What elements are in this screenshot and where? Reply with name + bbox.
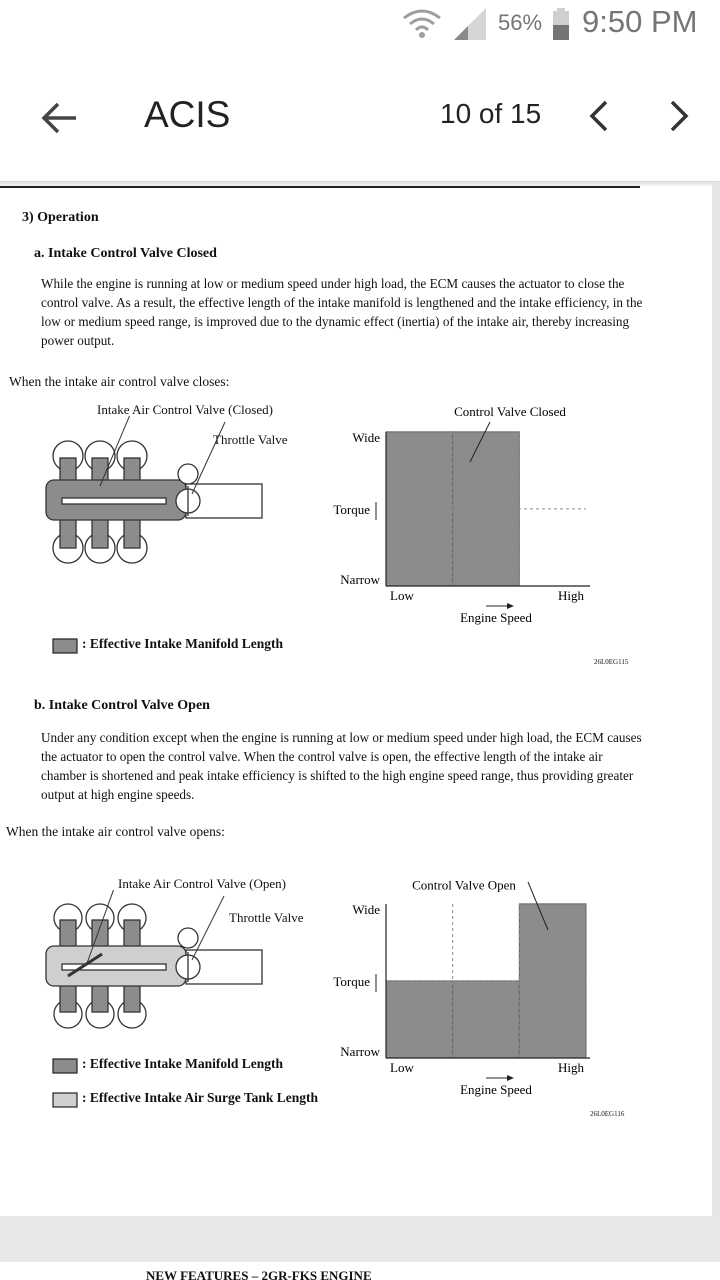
header-rule	[0, 186, 640, 188]
cell-signal-icon	[452, 8, 488, 40]
chevron-left-icon[interactable]	[580, 92, 620, 140]
y-tick-label: Narrow	[340, 1044, 380, 1059]
back-arrow-icon[interactable]	[38, 96, 82, 140]
torque-chart-open	[310, 874, 610, 1114]
label-throttle-closed: Throttle Valve	[213, 432, 288, 447]
document-page	[0, 186, 712, 1216]
document-title: ACIS	[144, 94, 231, 135]
status-bar	[0, 0, 720, 48]
closed-heading: a. Intake Control Valve Closed	[34, 246, 217, 261]
page-edge	[712, 182, 720, 1222]
chart-bar	[453, 981, 520, 1058]
closed-paragraph: While the engine is running at low or medium speed under high load, the ECM causes the actuator to close the control valve. As a result, the effective length of the intake manifold is lengthened and the intake efficiency, in the low or medium speed range, is improved due to the dynamic effect (inertia) of the intake air, thereby increasing power output.	[41, 276, 643, 348]
engine-diagram-closed	[40, 416, 270, 586]
x-tick-label: Low	[390, 1060, 414, 1075]
page-indicator: 10 of 15	[440, 98, 542, 129]
battery-percent: 56%	[498, 10, 543, 35]
torque-chart-closed	[310, 402, 610, 642]
legend-manifold-open: : Effective Intake Manifold Length	[82, 1056, 283, 1071]
x-tick-label: High	[558, 588, 584, 603]
y-tick-label: Narrow	[340, 572, 380, 587]
open-heading: b. Intake Control Valve Open	[34, 698, 210, 713]
figure-code-115: 26L0EG115	[594, 658, 629, 666]
closed-intro: When the intake air control valve closes:	[9, 374, 230, 389]
x-axis-label: Engine Speed	[460, 610, 532, 625]
chart-bar	[453, 432, 520, 586]
legend-surge-tank: : Effective Intake Air Surge Tank Length	[82, 1090, 319, 1105]
figure-code-116: 26L0EG116	[590, 1110, 625, 1118]
right-arrowhead-icon	[507, 1075, 514, 1081]
open-paragraph: Under any condition except when the engine is running at low or medium speed under high load, the ECM causes the actuator to open the control valve. When the control valve is open, the effective length of the intake air chamber is shortened and peak intake efficiency is shifted to the high engine speed range, thus providing greater output at high engine speeds.	[41, 730, 642, 802]
x-axis-label: Engine Speed	[460, 1082, 532, 1097]
battery-icon	[552, 8, 570, 40]
app-bar	[0, 48, 720, 182]
next-page-preview	[0, 1262, 720, 1280]
x-tick-label: High	[558, 1060, 584, 1075]
y-tick-label: Wide	[352, 902, 380, 917]
x-tick-label: Low	[390, 588, 414, 603]
chart-title: Control Valve Open	[412, 877, 516, 893]
legend-swatch-manifold-open	[52, 1058, 78, 1074]
label-throttle-open: Throttle Valve	[229, 910, 304, 925]
legend-manifold-closed: : Effective Intake Manifold Length	[82, 636, 283, 651]
label-valve-closed: Intake Air Control Valve (Closed)	[97, 402, 273, 417]
page-gap	[0, 1216, 720, 1266]
open-intro: When the intake air control valve opens:	[6, 824, 225, 839]
chevron-right-icon[interactable]	[658, 92, 698, 140]
engine-diagram-open	[40, 890, 280, 1050]
next-page-header: NEW FEATURES – 2GR-FKS ENGINE	[146, 1268, 372, 1280]
chart-bar	[386, 981, 453, 1058]
chart-bar	[519, 904, 586, 1058]
legend-swatch-surge-tank	[52, 1092, 78, 1108]
y-axis-label: Torque	[333, 502, 370, 517]
y-axis-label: Torque	[333, 974, 370, 989]
right-arrowhead-icon	[507, 603, 514, 609]
clock: 9:50 PM	[582, 4, 698, 39]
legend-swatch-manifold	[52, 638, 78, 654]
section-heading: 3) Operation	[22, 210, 99, 225]
y-tick-label: Wide	[352, 430, 380, 445]
wifi-icon	[402, 6, 442, 42]
chart-title: Control Valve Closed	[454, 404, 566, 419]
label-valve-open: Intake Air Control Valve (Open)	[118, 876, 286, 891]
